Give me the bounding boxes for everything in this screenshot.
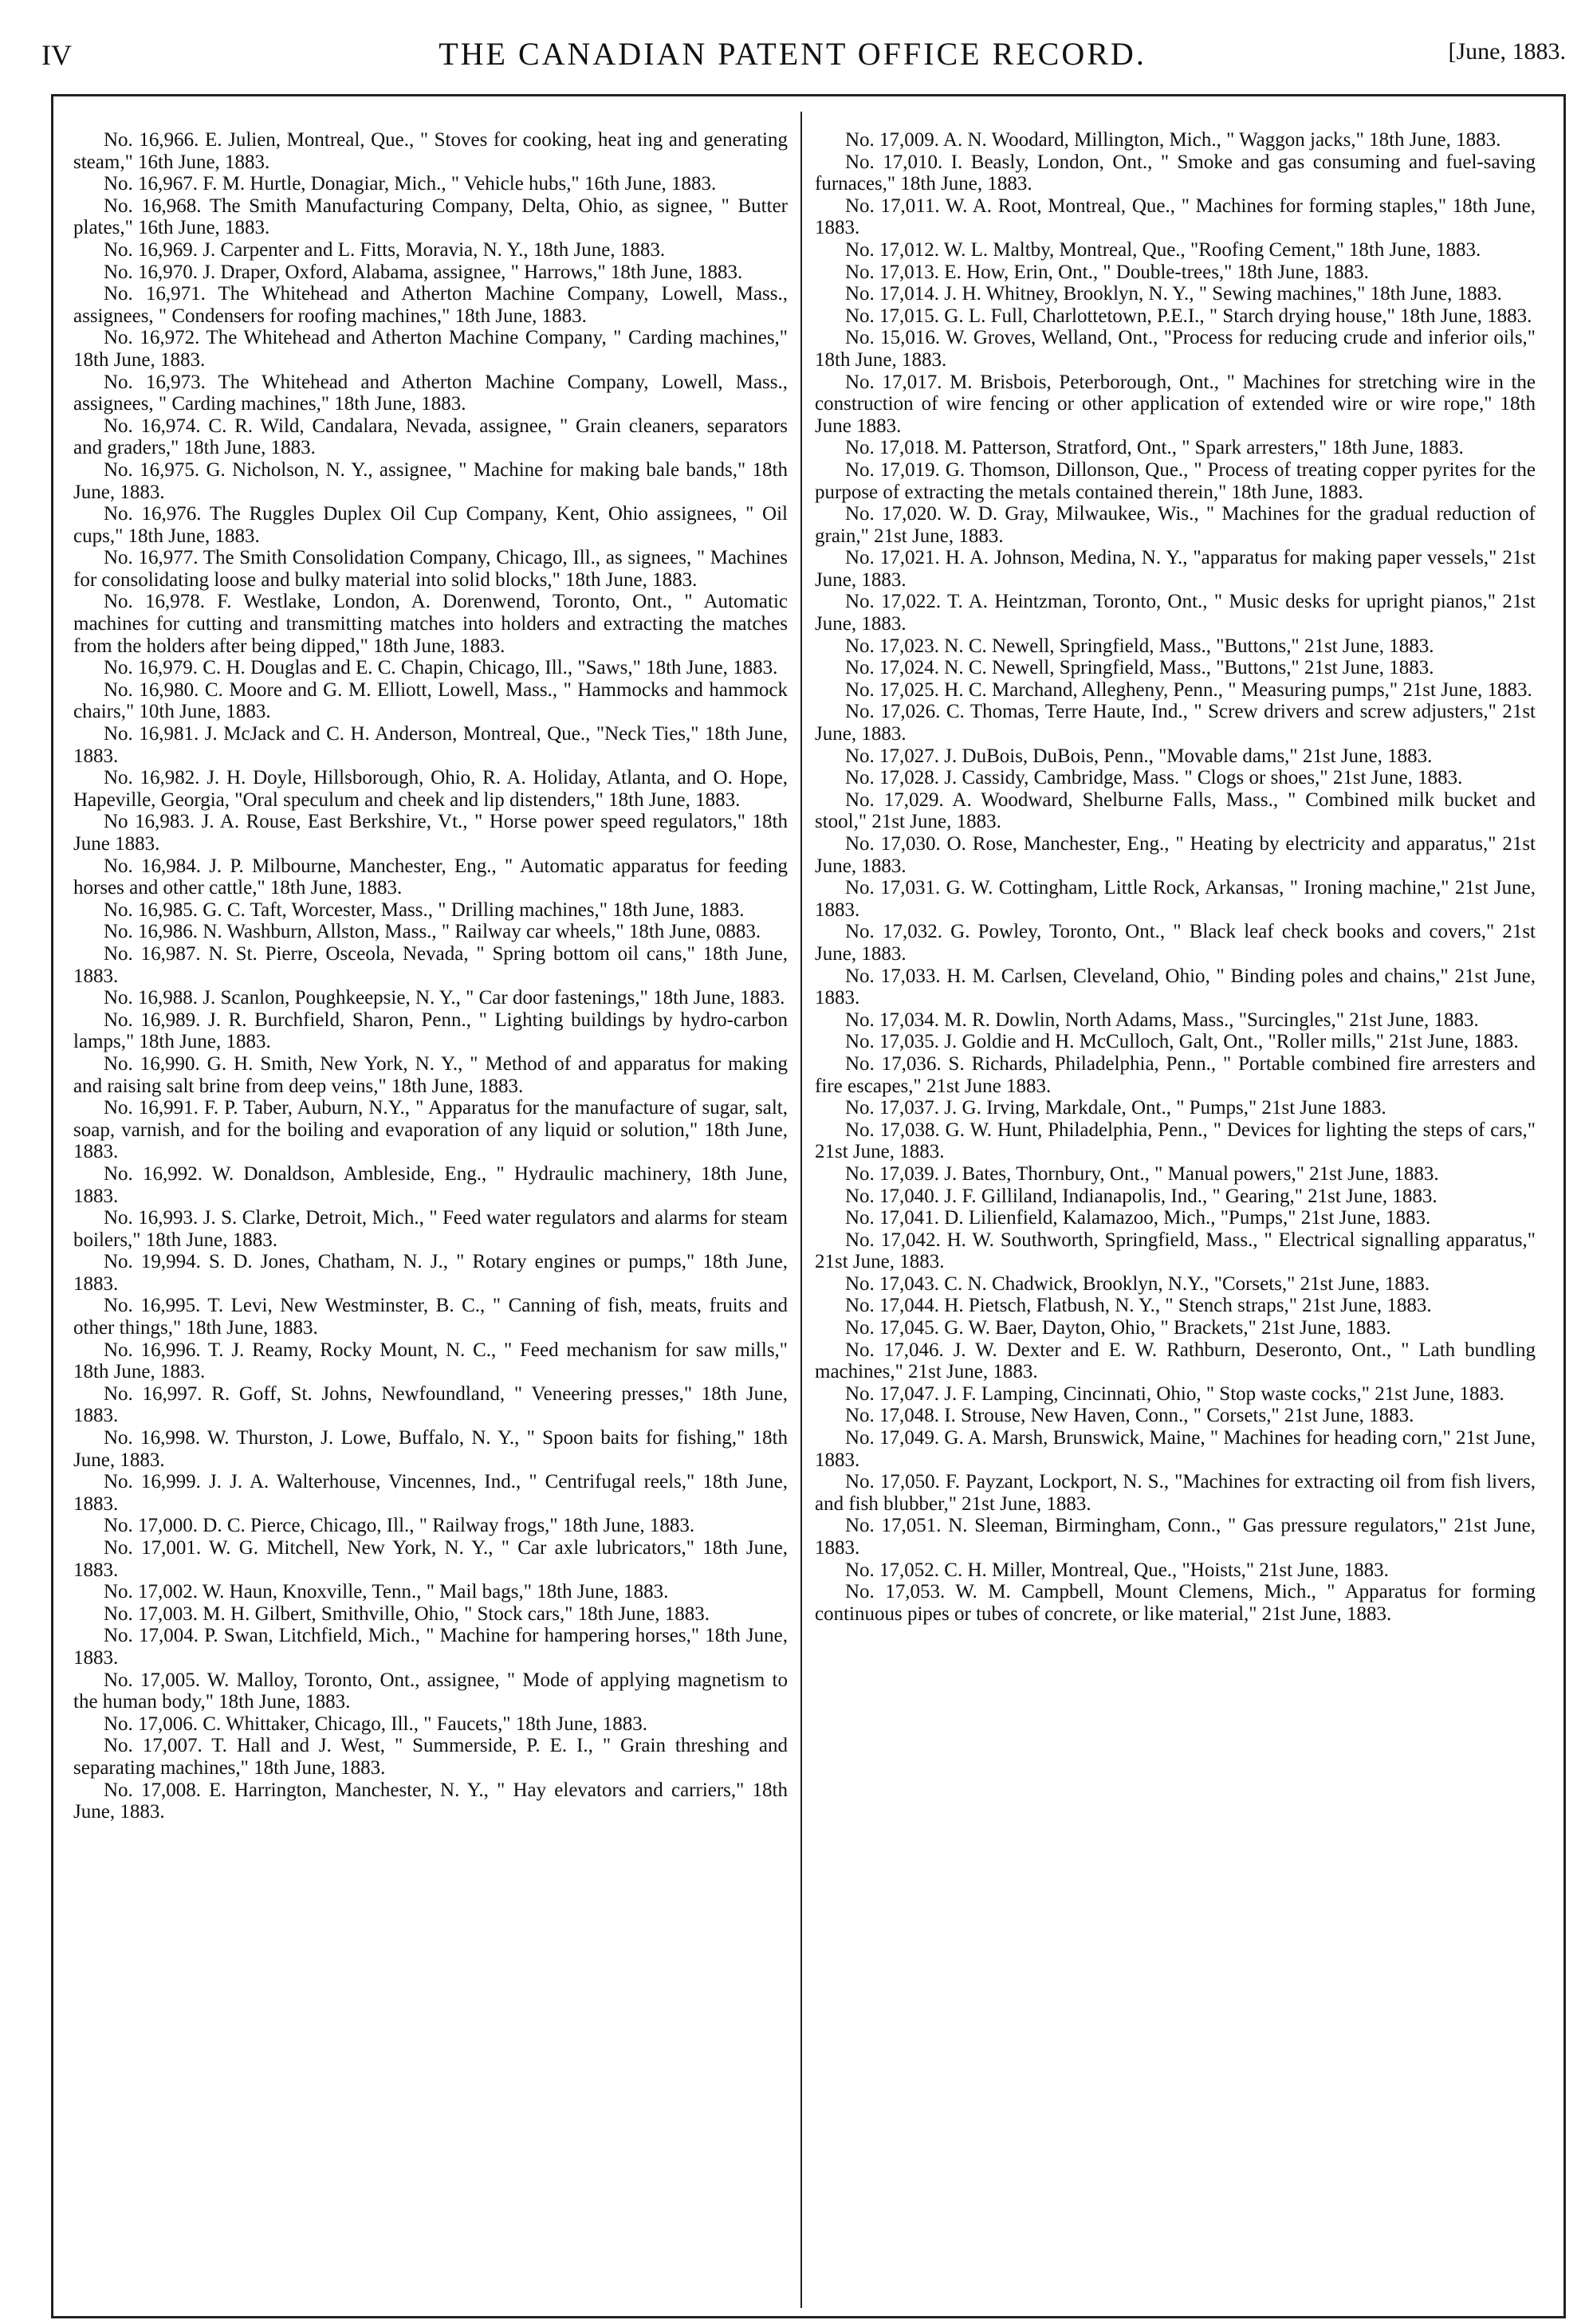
patent-entry: No. 17,032. G. Powley, Toronto, Ont., " Black leaf check books and covers," 21st June, 1883. (815, 921, 1536, 965)
patent-entry: No. 17,029. A. Woodward, Shelburne Falls, Mass., " Combined milk bucket and stool," 21st June, 1883. (815, 788, 1536, 833)
patent-entry: No. 16,999. J. J. A. Walterhouse, Vincennes, Ind., " Centrifugal reels," 18th June, 1883. (73, 1471, 788, 1515)
page-title: THE CANADIAN PATENT OFFICE RECORD. (439, 36, 1146, 72)
patent-entry: No. 17,034. M. R. Dowlin, North Adams, Mass., "Surcingles," 21st June, 1883. (845, 1009, 1479, 1031)
patent-entry: No. 17,046. J. W. Dexter and E. W. Rathburn, Deseronto, Ont., " Lath bundling machines," 21st June, 1883. (815, 1339, 1536, 1383)
patent-entry: No. 17,014. J. H. Whitney, Brooklyn, N. Y., " Sewing machines," 18th June, 1883. (845, 283, 1502, 305)
patent-entry: No. 17,025. H. C. Marchand, Allegheny, Penn., " Measuring pumps," 21st June, 1883. (845, 678, 1532, 701)
patent-entry: No. 17,010. I. Beasly, London, Ont., " Smoke and gas consuming and fuel-saving furnaces," 18th June, 1883. (815, 151, 1536, 195)
patent-entry: No. 17,013. E. How, Erin, Ont., " Double-trees," 18th June, 1883. (845, 261, 1369, 283)
patent-entry: No 16,983. J. A. Rouse, East Berkshire, Vt., " Horse power speed regulators," 18th June 1883. (73, 811, 788, 855)
patent-entry: No. 16,968. The Smith Manufacturing Company, Delta, Ohio, as signee, " Butter plates," 16th June, 1883. (73, 195, 788, 239)
patent-entry: No. 17,012. W. L. Maltby, Montreal, Que., "Roofing Cement," 18th June, 1883. (845, 238, 1481, 261)
patent-entry: No. 17,035. J. Goldie and H. McCulloch, Galt, Ont., "Roller mills," 21st June, 1883. (845, 1031, 1519, 1053)
patent-entry: No. 17,019. G. Thomson, Dillonson, Que., " Process of treating copper pyrites for the purpose of extracting the metals contained therein," 18th June, 1883. (815, 458, 1536, 503)
patent-entry: No. 17,030. O. Rose, Manchester, Eng., " Heating by electricity and apparatus," 21st June, 1883. (815, 833, 1536, 877)
patent-entry: No. 17,006. C. Whittaker, Chicago, Ill., " Faucets," 18th June, 1883. (104, 1713, 648, 1735)
patent-entry: No. 16,966. E. Julien, Montreal, Que., " Stoves for cooking, heat ing and generating steam," 16th June, 1883. (73, 129, 788, 173)
patent-entry: No. 17,042. H. W. Southworth, Springfield, Mass., " Electrical signalling apparatus," 21st June, 1883. (815, 1229, 1536, 1273)
patent-entry: No. 17,011. W. A. Root, Montreal, Que., " Machines for forming staples," 18th June, 1883. (815, 195, 1536, 239)
patent-entry: No. 17,043. C. N. Chadwick, Brooklyn, N.Y., "Corsets," 21st June, 1883. (845, 1272, 1430, 1295)
patent-entry: No. 16,978. F. Westlake, London, A. Dorenwend, Toronto, Ont., " Automatic machines for cutting and transmitting matches into holders and extracting the matches from the holders after being dipped," 18th June, 1883. (73, 591, 788, 657)
patent-entry: No. 17,008. E. Harrington, Manchester, N. Y., " Hay elevators and carriers," 18th June, 1883. (73, 1779, 788, 1823)
patent-entry: No. 16,970. J. Draper, Oxford, Alabama, assignee, " Harrows," 18th June, 1883. (104, 261, 743, 283)
patent-entry: No. 16,975. G. Nicholson, N. Y., assignee, " Machine for making bale bands," 18th June, 1883. (73, 458, 788, 503)
patent-entry: No. 17,021. H. A. Johnson, Medina, N. Y., "apparatus for making paper vessels," 21st June, 1883. (815, 547, 1536, 591)
patent-entry: No. 17,053. W. M. Campbell, Mount Clemens, Mich., " Apparatus for forming continuous pipes or tubes of concrete, or like material," 21st June, 1883. (815, 1581, 1536, 1625)
patent-entry: No. 17,052. C. H. Miller, Montreal, Que., "Hoists," 21st June, 1883. (845, 1559, 1389, 1581)
patent-entry: No. 16,977. The Smith Consolidation Company, Chicago, Ill., as signees, " Machines for consolidating loose and bulky material into solid blocks," 18th June, 1883. (73, 547, 788, 591)
patent-entry: No. 16,995. T. Levi, New Westminster, B. C., " Canning of fish, meats, fruits and other things," 18th June, 1883. (73, 1295, 788, 1339)
patent-entry: No. 16,990. G. H. Smith, New York, N. Y., " Method of and apparatus for making and raising salt brine from deep veins," 18th June, 1883. (73, 1052, 788, 1097)
patent-entry: No. 16,984. J. P. Milbourne, Manchester, Eng., " Automatic apparatus for feeding horses and other cattle," 18th June, 1883. (73, 855, 788, 899)
patent-entry: No. 17,027. J. DuBois, DuBois, Penn., "Movable dams," 21st June, 1883. (845, 745, 1433, 767)
patent-entry: No. 16,982. J. H. Doyle, Hillsborough, Ohio, R. A. Holiday, Atlanta, and O. Hope, Hapeville, Georgia, "Oral speculum and cheek and lip distenders," 18th June, 1883. (73, 767, 788, 811)
patent-entry: No. 15,016. W. Groves, Welland, Ont., "Process for reducing crude and inferior oils," 18th June, 1883. (815, 327, 1536, 371)
patent-entry: No. 17,002. W. Haun, Knoxville, Tenn., " Mail bags," 18th June, 1883. (104, 1581, 669, 1603)
patent-entry: No. 17,040. J. F. Gilliland, Indianapolis, Ind., " Gearing," 21st June, 1883. (845, 1185, 1438, 1207)
patent-entry: No. 17,039. J. Bates, Thornbury, Ont., " Manual powers," 21st June, 1883. (845, 1162, 1439, 1185)
patent-entry: No. 16,973. The Whitehead and Atherton Machine Company, Lowell, Mass., assignees, " Carding machines," 18th June, 1883. (73, 371, 788, 415)
patent-entry: No. 16,974. C. R. Wild, Candalara, Nevada, assignee, " Grain cleaners, separators and graders," 18th June, 1883. (73, 415, 788, 459)
patent-entry: No. 17,038. G. W. Hunt, Philadelphia, Penn., " Devices for lighting the steps of cars," 21st June, 1883. (815, 1119, 1536, 1163)
patent-entry: No. 17,022. T. A. Heintzman, Toronto, Ont., " Music desks for upright pianos," 21st June, 1883. (815, 591, 1536, 635)
patent-entry: No. 16,993. J. S. Clarke, Detroit, Mich., " Feed water regulators and alarms for steam boilers," 18th June, 1883. (73, 1207, 788, 1251)
patent-entry: No. 17,037. J. G. Irving, Markdale, Ont., " Pumps," 21st June 1883. (845, 1097, 1386, 1119)
patent-entry: No. 16,976. The Ruggles Duplex Oil Cup Company, Kent, Ohio assignees, " Oil cups," 18th June, 1883. (73, 503, 788, 547)
column-divider (800, 112, 802, 2308)
patent-entry: No. 17,004. P. Swan, Litchfield, Mich., " Machine for hampering horses," 18th June, 1883. (73, 1625, 788, 1669)
patent-entry: No. 17,017. M. Brisbois, Peterborough, Ont., " Machines for stretching wire in the construction of wire fencing or other application of extended wire or wire rope," 18th June 1883. (815, 371, 1536, 437)
patent-entry: No. 17,031. G. W. Cottingham, Little Rock, Arkansas, " Ironing machine," 21st June, 1883. (815, 877, 1536, 921)
patent-entry: No. 17,044. H. Pietsch, Flatbush, N. Y., " Stench straps," 21st June, 1883. (845, 1295, 1432, 1317)
patent-entry: No. 17,036. S. Richards, Philadelphia, Penn., " Portable combined fire arresters and fire escapes," 21st June 1883. (815, 1052, 1536, 1097)
patent-entry: No. 17,001. W. G. Mitchell, New York, N. Y., " Car axle lubricators," 18th June, 1883. (73, 1537, 788, 1581)
patent-entry: No. 17,003. M. H. Gilbert, Smithville, Ohio, " Stock cars," 18th June, 1883. (104, 1602, 710, 1625)
patent-entry: No. 16,985. G. C. Taft, Worcester, Mass., " Drilling machines," 18th June, 1883. (104, 899, 745, 921)
patent-entry: No. 19,994. S. D. Jones, Chatham, N. J., " Rotary engines or pumps," 18th June, 1883. (73, 1251, 788, 1295)
patent-entry: No. 16,979. C. H. Douglas and E. C. Chapin, Chicago, Ill., "Saws," 18th June, 1883. (104, 657, 778, 679)
patent-entry: No. 16,987. N. St. Pierre, Osceola, Nevada, " Spring bottom oil cans," 18th June, 1883. (73, 942, 788, 987)
patent-entry: No. 16,967. F. M. Hurtle, Donagiar, Mich., " Vehicle hubs," 16th June, 1883. (104, 173, 717, 195)
patent-entry: No. 17,045. G. W. Baer, Dayton, Ohio, " Brackets," 21st June, 1883. (845, 1317, 1391, 1339)
patent-entry: No. 16,969. J. Carpenter and L. Fitts, Moravia, N. Y., 18th June, 1883. (104, 238, 666, 261)
patent-entry: No. 17,018. M. Patterson, Stratford, Ont., " Spark arresters," 18th June, 1883. (845, 437, 1464, 459)
patent-entry: No. 17,005. W. Malloy, Toronto, Ont., assignee, " Mode of applying magnetism to the human body," 18th June, 1883. (73, 1669, 788, 1713)
patent-entry: No. 17,026. C. Thomas, Terre Haute, Ind., " Screw drivers and screw adjusters," 21st June, 1883. (815, 701, 1536, 745)
patent-entry: No. 17,047. J. F. Lamping, Cincinnati, Ohio, " Stop waste cocks," 21st June, 1883. (845, 1382, 1504, 1405)
patent-entry: No. 16,989. J. R. Burchfield, Sharon, Penn., " Lighting buildings by hydro-carbon lamps," 18th June, 1883. (73, 1009, 788, 1053)
patent-entry: No. 16,997. R. Goff, St. Johns, Newfoundland, " Veneering presses," 18th June, 1883. (73, 1382, 788, 1427)
left-column (73, 129, 788, 1823)
patent-entry: No. 17,024. N. C. Newell, Springfield, Mass., "Buttons," 21st June, 1883. (845, 657, 1434, 679)
patent-entry: No. 16,981. J. McJack and C. H. Anderson, Montreal, Que., "Neck Ties," 18th June, 1883. (73, 723, 788, 767)
patent-entry: No. 17,028. J. Cassidy, Cambridge, Mass. " Clogs or shoes," 21st June, 1883. (845, 767, 1463, 789)
patent-entry: No. 17,048. I. Strouse, New Haven, Conn., " Corsets," 21st June, 1883. (845, 1405, 1414, 1427)
patent-entry: No. 17,015. G. L. Full, Charlottetown, P.E.I., " Starch drying house," 18th June, 1883. (845, 305, 1532, 327)
patent-entry: No. 17,009. A. N. Woodard, Millington, Mich., " Waggon jacks," 18th June, 1883. (845, 129, 1501, 151)
patent-entry: No. 16,998. W. Thurston, J. Lowe, Buffalo, N. Y., " Spoon baits for fishing," 18th June, 1883. (73, 1427, 788, 1471)
right-column (815, 129, 1536, 1625)
patent-entry: No. 17,033. H. M. Carlsen, Cleveland, Ohio, " Binding poles and chains," 21st June, 1883. (815, 965, 1536, 1009)
patent-entry: No. 17,050. F. Payzant, Lockport, N. S., "Machines for extracting oil from fish livers, and fish blubber," 21st June, 1883. (815, 1471, 1536, 1515)
patent-entry: No. 17,007. T. Hall and J. West, " Summerside, P. E. I., " Grain threshing and separating machines," 18th June, 1883. (73, 1735, 788, 1779)
patent-entry: No. 16,988. J. Scanlon, Poughkeepsie, N. Y., " Car door fastenings," 18th June, 1883. (104, 987, 785, 1009)
patent-entry: No. 16,971. The Whitehead and Atherton Machine Company, Lowell, Mass., assignees, " Condensers for roofing machines," 18th June, 1883. (73, 283, 788, 327)
patent-entry: No. 16,972. The Whitehead and Atherton Machine Company, " Carding machines," 18th June, 1883. (73, 327, 788, 371)
patent-entry: No. 17,051. N. Sleeman, Birmingham, Conn., " Gas pressure regulators," 21st June, 1883. (815, 1515, 1536, 1559)
patent-entry: No. 16,992. W. Donaldson, Ambleside, Eng., " Hydraulic machinery, 18th June, 1883. (73, 1162, 788, 1207)
patent-entry: No. 17,020. W. D. Gray, Milwaukee, Wis., " Machines for the gradual reduction of grain," 21st June, 1883. (815, 503, 1536, 547)
patent-entry: No. 16,980. C. Moore and G. M. Elliott, Lowell, Mass., " Hammocks and hammock chairs," 10th June, 1883. (73, 678, 788, 723)
patent-entry: No. 16,991. F. P. Taber, Auburn, N.Y., " Apparatus for the manufacture of sugar, salt, soap, varnish, and for the boiling and evaporation of any liquid or solution," 18th June, 1883. (73, 1097, 788, 1163)
patent-entry: No. 17,023. N. C. Newell, Springfield, Mass., "Buttons," 21st June, 1883. (845, 635, 1434, 657)
patent-entry: No. 17,049. G. A. Marsh, Brunswick, Maine, " Machines for heading corn," 21st June, 1883. (815, 1427, 1536, 1471)
patent-entry: No. 16,986. N. Washburn, Allston, Mass., " Railway car wheels," 18th June, 0883. (104, 921, 761, 943)
patent-entry: No. 17,000. D. C. Pierce, Chicago, Ill., " Railway frogs," 18th June, 1883. (104, 1515, 695, 1537)
patent-entry: No. 17,041. D. Lilienfield, Kalamazoo, Mich., "Pumps," 21st June, 1883. (845, 1207, 1431, 1229)
patent-entry: No. 16,996. T. J. Reamy, Rocky Mount, N. C., " Feed mechanism for saw mills," 18th June, 1883. (73, 1339, 788, 1383)
page-number: IV (41, 39, 72, 71)
issue-date: [June, 1883. (1448, 38, 1566, 65)
